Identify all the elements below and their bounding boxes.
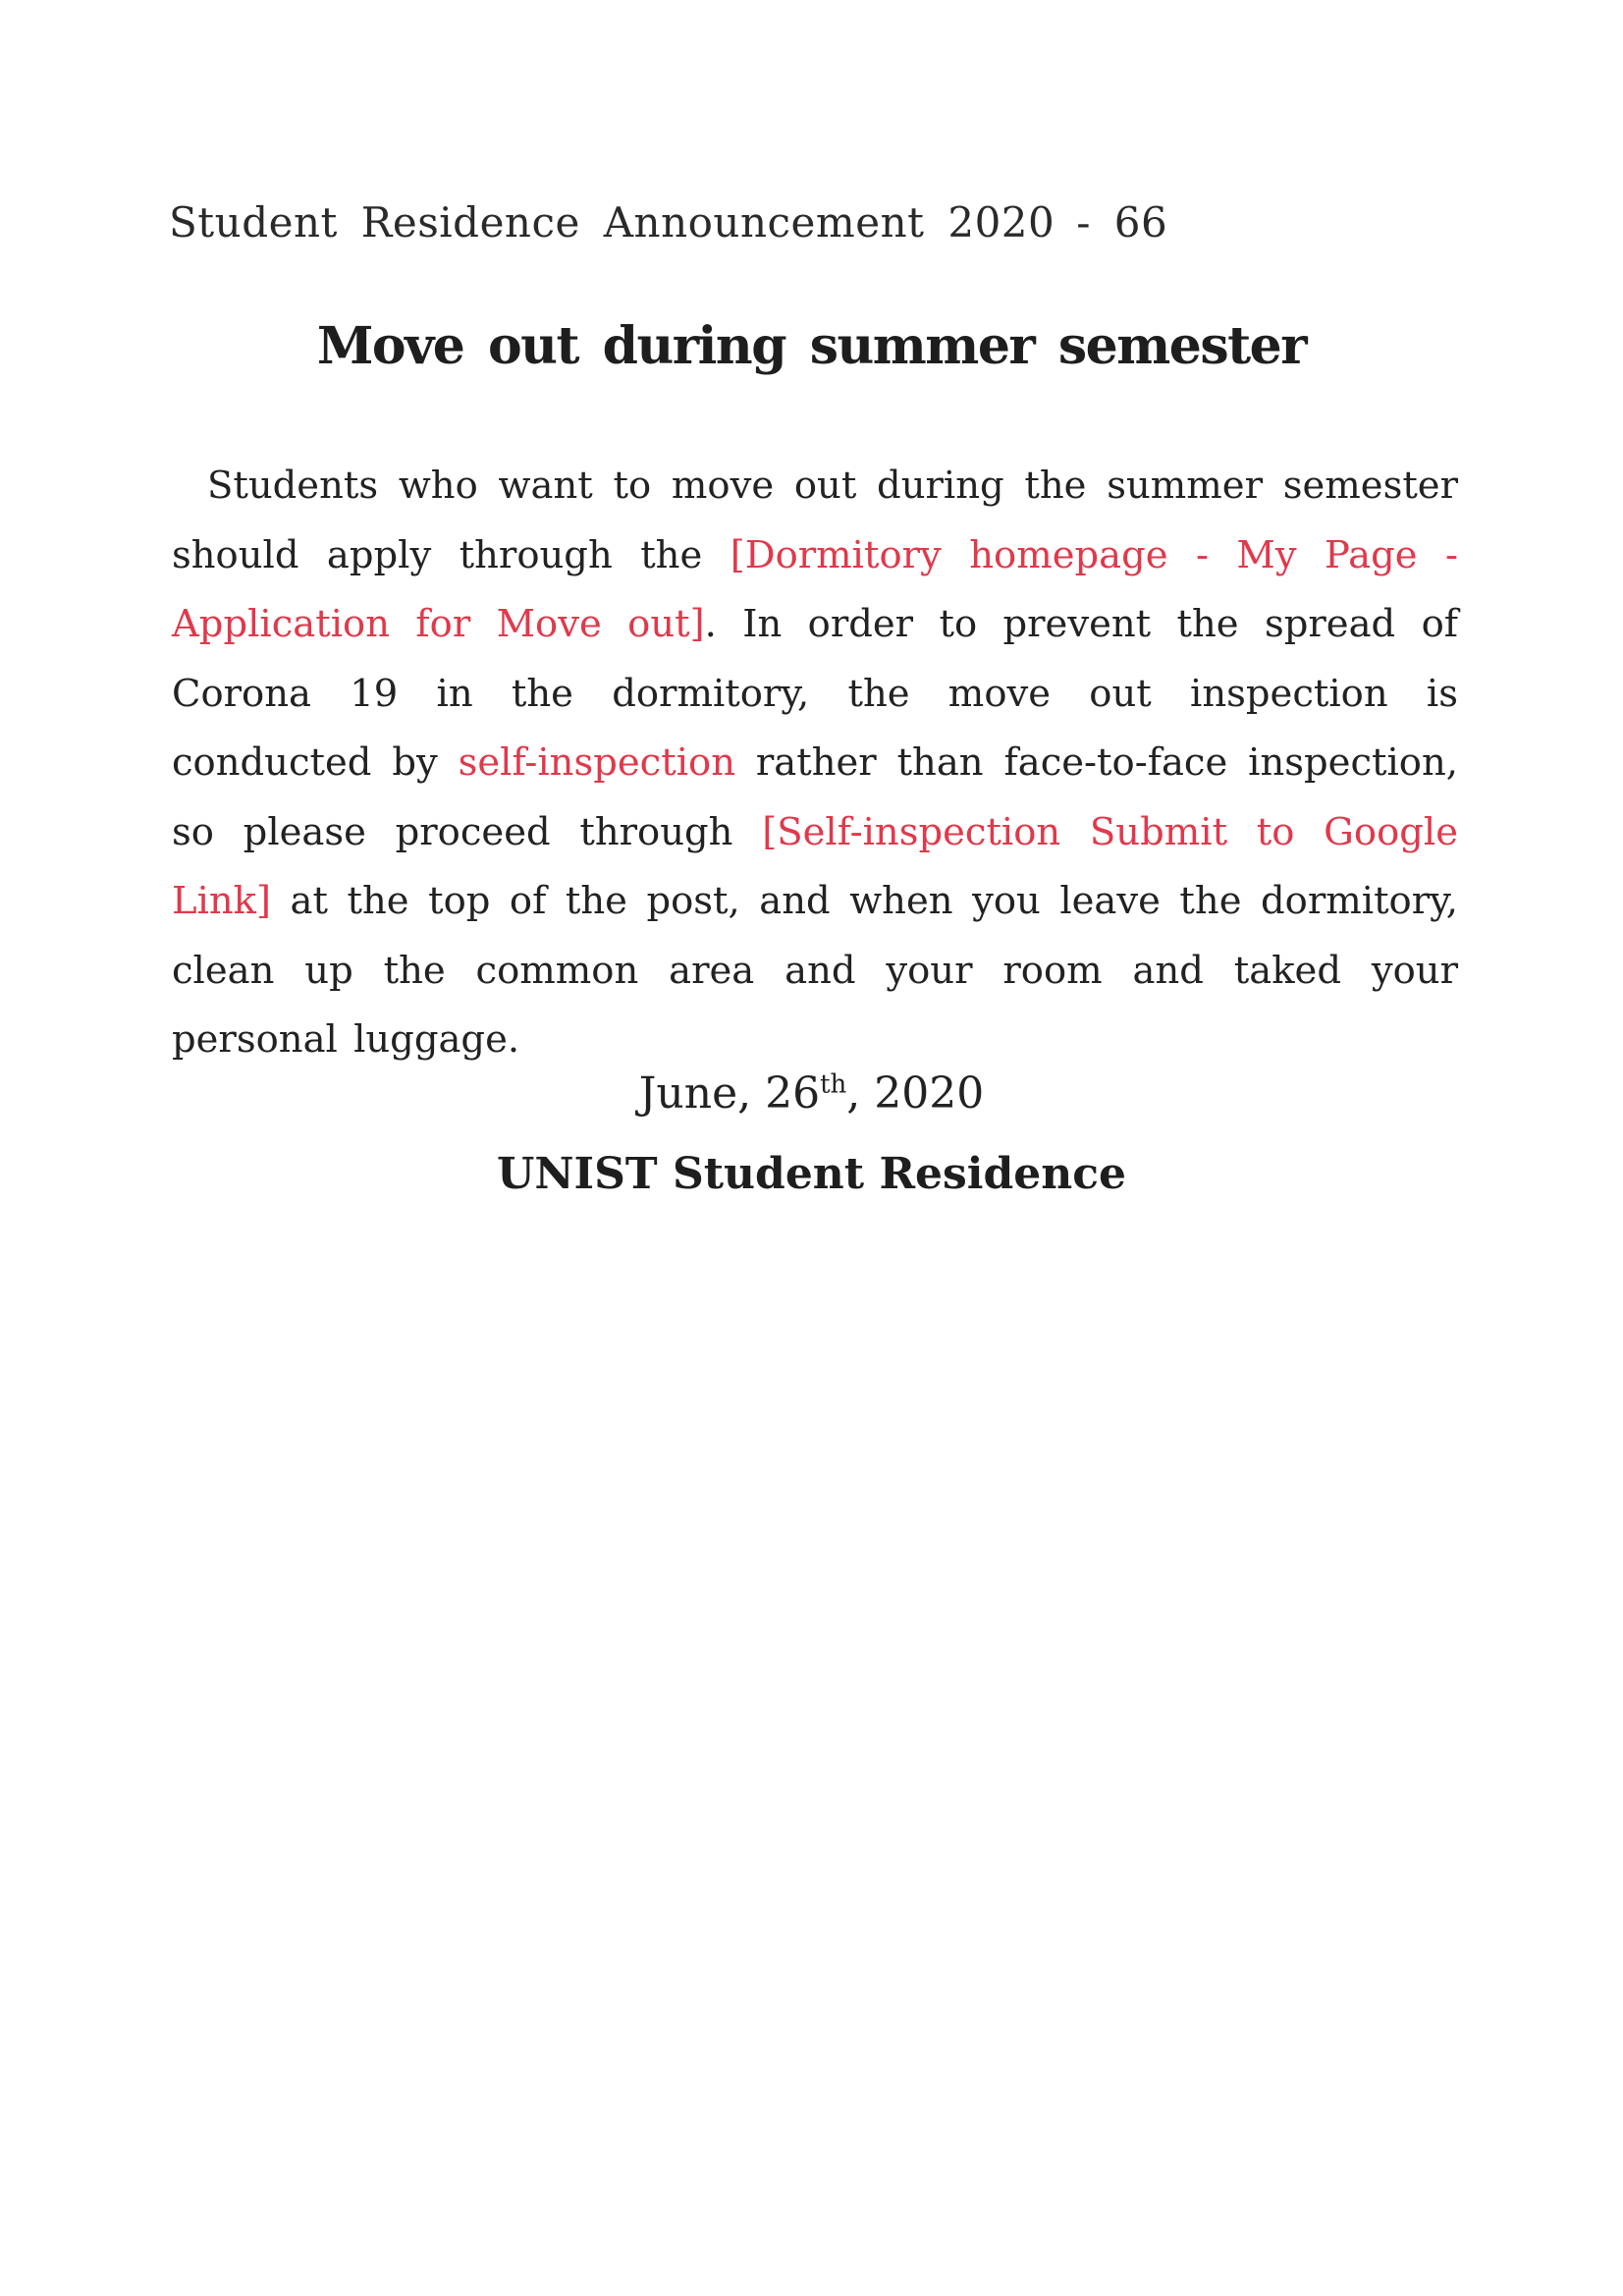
- self-inspection-reference: self-inspection: [458, 740, 735, 785]
- announcement-label: Student Residence Announcement 2020: [169, 198, 1055, 246]
- document-title: Move out during summer semester: [316, 316, 1307, 376]
- date-ordinal-suffix: th: [820, 1069, 847, 1100]
- organization-signature: UNIST Student Residence: [496, 1149, 1127, 1199]
- google-link-reference: [Self-inspection Submit to Google Link]: [172, 809, 1459, 923]
- dormitory-application-reference: [Dormitory homepage - My Page - Application for Move out]: [172, 532, 1459, 646]
- announcement-sequence: - 66: [1076, 198, 1168, 246]
- body-text-4: at the top of the post, and when you leave the dormitory, clean up the common area and your room and taked your personal luggage.: [172, 879, 1458, 1062]
- body-text-3: rather than face-to-face inspection, so please proceed through: [172, 740, 1459, 854]
- announcement-body: [172, 452, 1458, 1075]
- body-text-2: . In order to prevent the spread of Corona 19 in the dormitory, the move out inspection is conducted by: [172, 602, 1458, 785]
- date-day: June, 26: [638, 1068, 821, 1119]
- announcement-number: [169, 198, 1167, 246]
- date-year: , 2020: [846, 1068, 985, 1119]
- announcement-date: [0, 1068, 1623, 1119]
- body-text-1: Students who want to move out during the summer semester should apply through the: [172, 464, 1458, 577]
